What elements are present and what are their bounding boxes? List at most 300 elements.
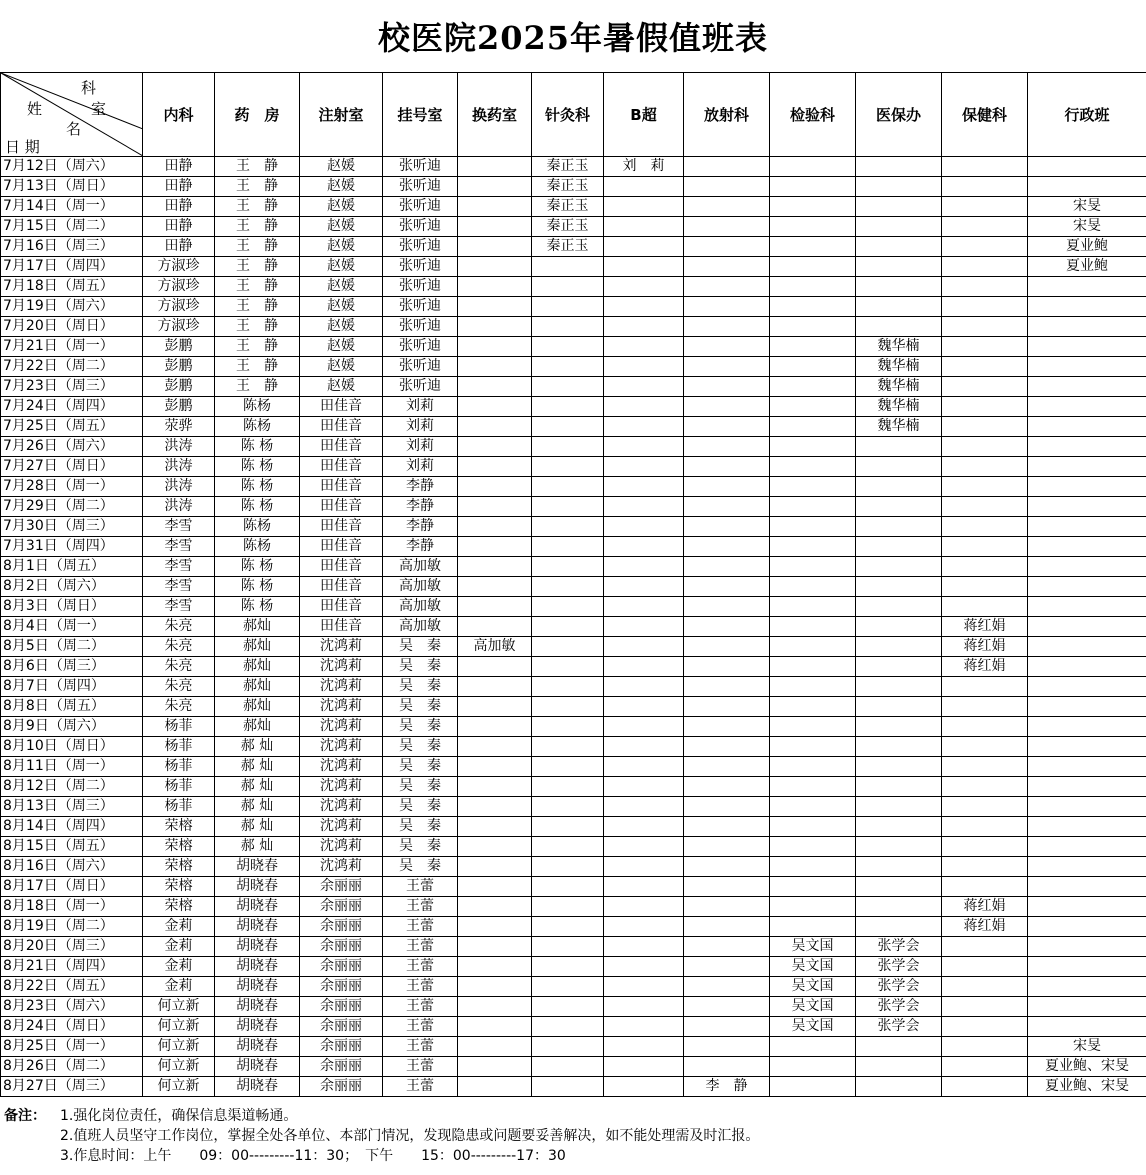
duty-cell <box>856 537 942 557</box>
duty-cell <box>942 877 1028 897</box>
duty-cell <box>1028 797 1146 817</box>
date-cell: 7月13日（周日） <box>1 177 143 197</box>
duty-cell <box>942 937 1028 957</box>
duty-cell <box>684 157 770 177</box>
duty-cell <box>604 457 684 477</box>
duty-cell <box>942 457 1028 477</box>
duty-cell: 张听迪 <box>383 157 458 177</box>
duty-cell: 田佳音 <box>300 477 383 497</box>
duty-cell: 彭鹏 <box>143 397 215 417</box>
duty-cell <box>1028 497 1146 517</box>
duty-cell <box>856 437 942 457</box>
duty-cell <box>604 377 684 397</box>
duty-cell <box>770 257 856 277</box>
duty-cell <box>1028 677 1146 697</box>
duty-cell <box>532 377 604 397</box>
date-cell: 7月26日（周六） <box>1 437 143 457</box>
duty-cell <box>684 397 770 417</box>
duty-cell <box>856 197 942 217</box>
duty-cell: 王蕾 <box>383 1077 458 1097</box>
duty-cell: 张听迪 <box>383 377 458 397</box>
duty-cell: 胡晓春 <box>215 1077 300 1097</box>
duty-cell <box>942 717 1028 737</box>
duty-cell: 蒋红娟 <box>942 657 1028 677</box>
duty-cell: 何立新 <box>143 1037 215 1057</box>
duty-cell: 沈鸿莉 <box>300 817 383 837</box>
duty-cell <box>1028 397 1146 417</box>
table-row <box>1 757 1146 777</box>
duty-cell: 金莉 <box>143 937 215 957</box>
duty-cell <box>856 277 942 297</box>
duty-cell <box>684 417 770 437</box>
duty-cell: 胡晓春 <box>215 857 300 877</box>
duty-cell: 李静 <box>383 477 458 497</box>
duty-cell <box>532 897 604 917</box>
duty-cell <box>458 957 532 977</box>
duty-cell <box>942 737 1028 757</box>
duty-cell <box>604 857 684 877</box>
duty-cell <box>458 477 532 497</box>
corner-label-xing: 姓 <box>27 100 43 118</box>
column-header: 保健科 <box>942 73 1028 157</box>
duty-cell <box>856 557 942 577</box>
duty-cell <box>770 877 856 897</box>
duty-cell <box>532 957 604 977</box>
duty-cell: 金莉 <box>143 957 215 977</box>
duty-cell <box>604 837 684 857</box>
duty-cell <box>458 577 532 597</box>
duty-cell <box>604 697 684 717</box>
duty-cell: 吴 秦 <box>383 737 458 757</box>
duty-cell <box>1028 977 1146 997</box>
table-row <box>1 357 1146 377</box>
duty-cell: 田静 <box>143 157 215 177</box>
duty-cell <box>770 717 856 737</box>
duty-cell <box>532 937 604 957</box>
duty-cell: 余丽丽 <box>300 977 383 997</box>
date-cell: 8月27日（周三） <box>1 1077 143 1097</box>
duty-cell <box>604 437 684 457</box>
duty-cell: 田佳音 <box>300 397 383 417</box>
duty-cell: 沈鸿莉 <box>300 857 383 877</box>
duty-cell: 宋旻 <box>1028 197 1146 217</box>
duty-cell <box>942 957 1028 977</box>
date-cell: 7月31日（周四） <box>1 537 143 557</box>
duty-cell: 张听迪 <box>383 297 458 317</box>
duty-cell: 胡晓春 <box>215 1057 300 1077</box>
duty-cell <box>458 657 532 677</box>
date-cell: 8月25日（周一） <box>1 1037 143 1057</box>
table-row <box>1 897 1146 917</box>
duty-cell: 余丽丽 <box>300 1037 383 1057</box>
duty-cell: 张学会 <box>856 957 942 977</box>
duty-cell: 赵媛 <box>300 237 383 257</box>
duty-cell <box>532 437 604 457</box>
duty-cell <box>684 537 770 557</box>
duty-cell <box>942 557 1028 577</box>
duty-cell: 田佳音 <box>300 577 383 597</box>
duty-cell <box>604 537 684 557</box>
date-cell: 7月27日（周日） <box>1 457 143 477</box>
duty-table-body <box>1 157 1146 1097</box>
duty-cell <box>604 877 684 897</box>
duty-cell: 夏业鲍 <box>1028 237 1146 257</box>
duty-cell <box>458 1077 532 1097</box>
duty-cell: 何立新 <box>143 1077 215 1097</box>
duty-cell <box>684 997 770 1017</box>
duty-cell: 张学会 <box>856 1017 942 1037</box>
duty-cell: 秦正玉 <box>532 237 604 257</box>
date-cell: 8月5日（周二） <box>1 637 143 657</box>
duty-cell <box>532 477 604 497</box>
duty-cell <box>770 677 856 697</box>
duty-cell <box>856 457 942 477</box>
duty-cell: 高加敏 <box>383 577 458 597</box>
duty-cell <box>1028 737 1146 757</box>
duty-cell <box>1028 877 1146 897</box>
duty-cell <box>856 257 942 277</box>
table-row <box>1 577 1146 597</box>
duty-cell <box>458 537 532 557</box>
table-row <box>1 197 1146 217</box>
date-cell: 8月18日（周一） <box>1 897 143 917</box>
duty-cell <box>458 697 532 717</box>
duty-cell: 魏华楠 <box>856 337 942 357</box>
duty-cell: 吴 秦 <box>383 817 458 837</box>
duty-cell <box>1028 317 1146 337</box>
table-row <box>1 457 1146 477</box>
duty-cell: 郝 灿 <box>215 777 300 797</box>
duty-cell <box>604 1017 684 1037</box>
duty-cell <box>458 897 532 917</box>
duty-cell <box>458 617 532 637</box>
duty-cell: 张听迪 <box>383 337 458 357</box>
duty-cell: 李静 <box>383 497 458 517</box>
table-row <box>1 157 1146 177</box>
duty-cell <box>458 457 532 477</box>
duty-cell: 陈 杨 <box>215 557 300 577</box>
duty-cell <box>684 517 770 537</box>
duty-cell <box>856 837 942 857</box>
duty-cell: 沈鸿莉 <box>300 657 383 677</box>
duty-cell <box>942 417 1028 437</box>
duty-cell <box>1028 917 1146 937</box>
duty-cell <box>1028 157 1146 177</box>
duty-cell <box>604 397 684 417</box>
duty-cell <box>1028 357 1146 377</box>
duty-cell <box>684 177 770 197</box>
duty-cell <box>458 297 532 317</box>
date-cell: 8月4日（周一） <box>1 617 143 637</box>
duty-cell: 余丽丽 <box>300 957 383 977</box>
duty-cell <box>684 597 770 617</box>
duty-cell <box>684 437 770 457</box>
duty-cell: 胡晓春 <box>215 1017 300 1037</box>
duty-cell <box>532 257 604 277</box>
duty-cell: 田静 <box>143 197 215 217</box>
duty-cell: 沈鸿莉 <box>300 677 383 697</box>
duty-cell <box>604 277 684 297</box>
duty-cell <box>942 537 1028 557</box>
duty-cell <box>458 1037 532 1057</box>
duty-cell <box>604 357 684 377</box>
duty-cell <box>604 477 684 497</box>
duty-cell <box>770 897 856 917</box>
duty-cell <box>942 217 1028 237</box>
duty-cell <box>942 337 1028 357</box>
date-cell: 8月11日（周一） <box>1 757 143 777</box>
table-row <box>1 837 1146 857</box>
duty-cell: 吴 秦 <box>383 837 458 857</box>
duty-cell: 胡晓春 <box>215 917 300 937</box>
duty-cell <box>532 497 604 517</box>
duty-cell: 张学会 <box>856 997 942 1017</box>
duty-cell: 余丽丽 <box>300 917 383 937</box>
duty-cell: 王蕾 <box>383 1037 458 1057</box>
duty-cell <box>604 757 684 777</box>
duty-cell: 王蕾 <box>383 977 458 997</box>
duty-cell <box>458 917 532 937</box>
duty-cell: 沈鸿莉 <box>300 837 383 857</box>
duty-cell: 高加敏 <box>383 617 458 637</box>
date-cell: 7月17日（周四） <box>1 257 143 277</box>
duty-cell: 张听迪 <box>383 257 458 277</box>
duty-cell <box>942 497 1028 517</box>
duty-cell <box>458 977 532 997</box>
duty-cell: 赵媛 <box>300 357 383 377</box>
duty-cell <box>604 1077 684 1097</box>
duty-cell <box>856 897 942 917</box>
duty-cell: 张听迪 <box>383 357 458 377</box>
duty-cell <box>458 797 532 817</box>
duty-cell <box>604 957 684 977</box>
duty-cell: 杨菲 <box>143 717 215 737</box>
duty-cell: 金莉 <box>143 917 215 937</box>
duty-cell <box>942 517 1028 537</box>
duty-cell <box>1028 837 1146 857</box>
duty-cell <box>942 577 1028 597</box>
date-cell: 7月24日（周四） <box>1 397 143 417</box>
duty-cell <box>942 797 1028 817</box>
duty-cell <box>770 497 856 517</box>
duty-cell <box>770 397 856 417</box>
duty-cell <box>770 917 856 937</box>
duty-cell <box>856 297 942 317</box>
duty-cell <box>604 997 684 1017</box>
duty-cell <box>532 457 604 477</box>
date-cell: 7月18日（周五） <box>1 277 143 297</box>
table-row <box>1 1057 1146 1077</box>
duty-cell <box>770 317 856 337</box>
duty-cell: 余丽丽 <box>300 1057 383 1077</box>
duty-cell <box>458 217 532 237</box>
duty-cell <box>684 797 770 817</box>
duty-cell <box>604 637 684 657</box>
duty-cell: 胡晓春 <box>215 957 300 977</box>
date-cell: 8月17日（周日） <box>1 877 143 897</box>
date-cell: 7月29日（周二） <box>1 497 143 517</box>
corner-label-shi: 室 <box>91 100 107 118</box>
duty-cell <box>770 1077 856 1097</box>
duty-cell <box>770 337 856 357</box>
duty-cell <box>856 877 942 897</box>
duty-cell: 朱亮 <box>143 677 215 697</box>
duty-cell <box>684 337 770 357</box>
duty-cell: 郝灿 <box>215 617 300 637</box>
duty-cell: 李雪 <box>143 517 215 537</box>
duty-cell <box>1028 897 1146 917</box>
duty-cell <box>856 177 942 197</box>
duty-cell <box>532 577 604 597</box>
duty-cell <box>942 297 1028 317</box>
duty-cell <box>770 477 856 497</box>
date-cell: 7月28日（周一） <box>1 477 143 497</box>
duty-cell: 魏华楠 <box>856 417 942 437</box>
duty-cell: 王 静 <box>215 257 300 277</box>
table-row <box>1 557 1146 577</box>
duty-cell <box>1028 277 1146 297</box>
duty-cell <box>458 817 532 837</box>
duty-cell <box>942 777 1028 797</box>
date-cell: 7月12日（周六） <box>1 157 143 177</box>
duty-cell <box>856 1057 942 1077</box>
duty-cell <box>684 877 770 897</box>
duty-cell: 蒋红娟 <box>942 917 1028 937</box>
duty-cell <box>1028 417 1146 437</box>
date-cell: 7月14日（周一） <box>1 197 143 217</box>
duty-cell: 宋旻 <box>1028 217 1146 237</box>
date-cell: 8月1日（周五） <box>1 557 143 577</box>
duty-cell: 陈 杨 <box>215 477 300 497</box>
duty-cell: 朱亮 <box>143 617 215 637</box>
duty-cell: 洪涛 <box>143 457 215 477</box>
duty-cell <box>856 217 942 237</box>
duty-cell: 郝 灿 <box>215 797 300 817</box>
duty-cell: 秦正玉 <box>532 177 604 197</box>
duty-cell <box>1028 437 1146 457</box>
duty-cell: 李雪 <box>143 597 215 617</box>
duty-cell <box>458 737 532 757</box>
duty-cell <box>458 997 532 1017</box>
duty-cell: 金莉 <box>143 977 215 997</box>
duty-cell <box>604 337 684 357</box>
date-cell: 7月16日（周三） <box>1 237 143 257</box>
duty-cell <box>770 377 856 397</box>
duty-cell <box>532 637 604 657</box>
corner-label-ming: 名 <box>66 120 82 138</box>
date-cell: 8月12日（周二） <box>1 777 143 797</box>
table-row <box>1 477 1146 497</box>
duty-cell: 荣榕 <box>143 817 215 837</box>
duty-cell: 魏华楠 <box>856 397 942 417</box>
duty-cell: 荣榕 <box>143 897 215 917</box>
duty-cell <box>604 817 684 837</box>
duty-cell <box>684 477 770 497</box>
table-row <box>1 257 1146 277</box>
duty-cell <box>684 817 770 837</box>
duty-cell: 郝灿 <box>215 637 300 657</box>
duty-cell <box>1028 1017 1146 1037</box>
duty-cell <box>458 397 532 417</box>
duty-cell <box>604 977 684 997</box>
duty-cell <box>770 237 856 257</box>
table-row <box>1 437 1146 457</box>
table-row <box>1 497 1146 517</box>
duty-cell <box>770 777 856 797</box>
table-row <box>1 417 1146 437</box>
duty-cell <box>532 717 604 737</box>
duty-cell: 王蕾 <box>383 1017 458 1037</box>
duty-cell <box>604 237 684 257</box>
table-row <box>1 697 1146 717</box>
duty-cell: 杨菲 <box>143 737 215 757</box>
duty-cell <box>856 737 942 757</box>
table-row <box>1 777 1146 797</box>
duty-cell <box>770 1057 856 1077</box>
duty-cell <box>458 377 532 397</box>
duty-cell: 张听迪 <box>383 217 458 237</box>
duty-cell <box>1028 757 1146 777</box>
table-row <box>1 797 1146 817</box>
duty-cell: 洪涛 <box>143 437 215 457</box>
duty-cell: 魏华楠 <box>856 357 942 377</box>
duty-cell: 吴 秦 <box>383 857 458 877</box>
duty-cell <box>684 457 770 477</box>
note-item: 3.作息时间：上午 09：00---------11：30； 下午 15：00---------17：30 <box>60 1148 566 1164</box>
date-cell: 8月3日（周日） <box>1 597 143 617</box>
table-row <box>1 337 1146 357</box>
duty-cell: 沈鸿莉 <box>300 777 383 797</box>
duty-cell: 王 静 <box>215 317 300 337</box>
duty-cell <box>1028 817 1146 837</box>
column-header: 内科 <box>143 73 215 157</box>
duty-cell <box>604 517 684 537</box>
duty-cell: 田佳音 <box>300 617 383 637</box>
duty-cell <box>604 617 684 637</box>
duty-cell <box>604 917 684 937</box>
duty-cell: 张听迪 <box>383 317 458 337</box>
duty-cell: 朱亮 <box>143 657 215 677</box>
duty-cell: 彭鹏 <box>143 377 215 397</box>
duty-cell: 余丽丽 <box>300 1017 383 1037</box>
duty-cell <box>856 797 942 817</box>
duty-cell <box>770 857 856 877</box>
duty-cell <box>856 697 942 717</box>
duty-cell <box>604 177 684 197</box>
duty-cell <box>458 677 532 697</box>
duty-cell <box>684 637 770 657</box>
duty-cell: 赵媛 <box>300 197 383 217</box>
date-cell: 8月2日（周六） <box>1 577 143 597</box>
duty-cell: 赵媛 <box>300 217 383 237</box>
duty-cell <box>684 497 770 517</box>
duty-cell: 刘 莉 <box>604 157 684 177</box>
duty-cell <box>532 797 604 817</box>
duty-cell <box>770 697 856 717</box>
duty-cell: 方淑珍 <box>143 277 215 297</box>
duty-cell: 吴文国 <box>770 977 856 997</box>
duty-cell <box>770 577 856 597</box>
duty-cell <box>532 317 604 337</box>
duty-cell <box>942 357 1028 377</box>
duty-cell <box>1028 937 1146 957</box>
table-row <box>1 217 1146 237</box>
duty-cell <box>942 437 1028 457</box>
duty-cell: 何立新 <box>143 1017 215 1037</box>
duty-cell: 高加敏 <box>383 557 458 577</box>
duty-cell <box>770 217 856 237</box>
table-row <box>1 1037 1146 1057</box>
